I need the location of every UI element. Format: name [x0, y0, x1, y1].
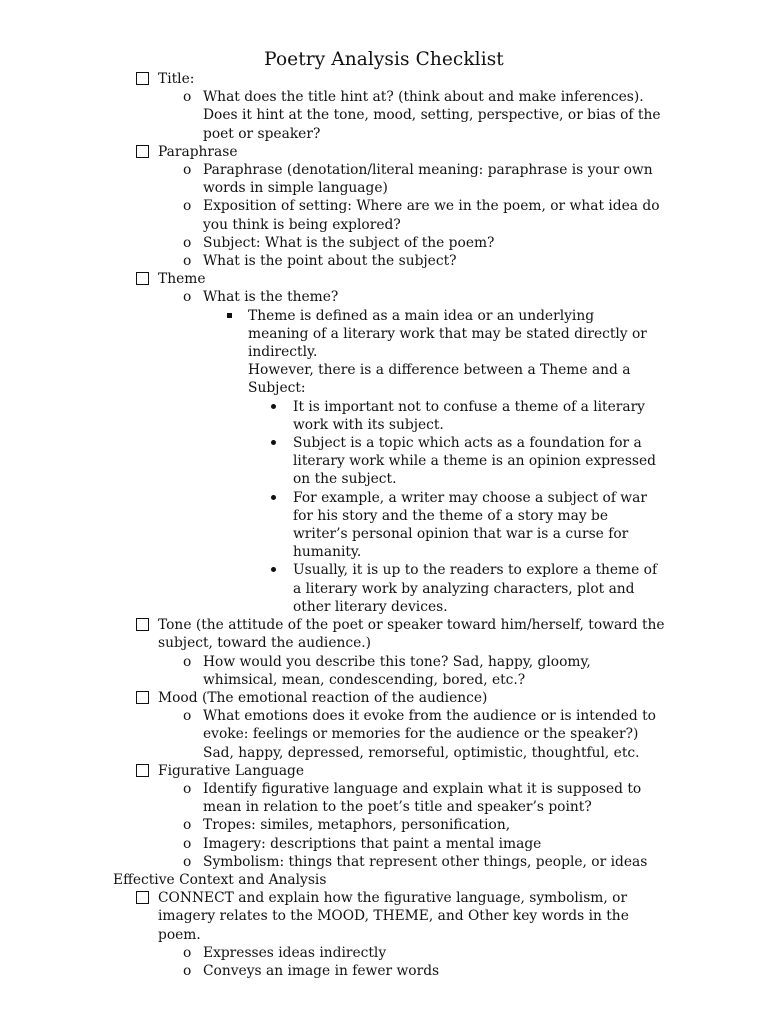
sub-item-text: Imagery: descriptions that paint a mental image [203, 835, 542, 852]
checklist-item-paraphrase [0, 143, 768, 161]
checklist-item-label: CONNECT and explain how the figurative language, symbolism, or imagery relates to the MOOD, THEME, and Other key words in the poem. [158, 890, 629, 943]
circle-bullet-icon: o [183, 835, 192, 852]
dot-item-text: For example, a writer may choose a subject of war for his story and the theme of a story may be writer’s personal opinion that war is a curse for humanity. [293, 489, 647, 561]
square-item-continuation: However, there is a difference between a Theme and a Subject: [248, 362, 631, 397]
sub-item-text: Conveys an image in fewer words [203, 962, 440, 979]
sub-item [0, 653, 768, 689]
dot-bullet-icon [271, 495, 276, 500]
dot-bullet-icon [271, 440, 276, 445]
checklist-item-label: Title: [158, 71, 195, 87]
dot-item [0, 398, 768, 434]
checklist [0, 70, 768, 980]
sub-item-text: Expresses ideas indirectly [203, 944, 387, 961]
sub-item [0, 88, 768, 143]
dot-item [0, 489, 768, 562]
sub-item [0, 962, 768, 980]
sub-item-text: Exposition of setting: Where are we in the poem, or what idea do you think is being explored? [203, 198, 660, 233]
circle-bullet-icon: o [183, 780, 192, 797]
sub-item [0, 853, 768, 871]
sub-item [0, 707, 768, 762]
dot-item-text: It is important not to confuse a theme of a literary work with its subject. [293, 398, 645, 433]
checklist-item-label: Mood (The emotional reaction of the audience) [158, 689, 488, 706]
sub-item-text: Identify figurative language and explain what it is supposed to mean in relation to the poet’s title and speaker’s point? [203, 780, 642, 816]
section-heading-effective-context: Effective Context and Analysis [113, 871, 327, 888]
dot-item [0, 434, 768, 489]
checkbox-paraphrase[interactable] [136, 145, 149, 158]
sub-item-text: Symbolism: things that represent other things, people, or ideas [203, 853, 648, 870]
sub-item-text: Subject: What is the subject of the poem? [203, 234, 495, 251]
checklist-item-label: Paraphrase [158, 143, 238, 160]
sub-item-text: Tropes: similes, metaphors, personification, [203, 817, 511, 834]
sub-item-text: What does the title hint at? (think about and make inferences). Does it hint at the tone, mood, setting, perspective, or bias of the poet or speaker? [203, 89, 661, 142]
sub-item-text: Paraphrase (denotation/literal meaning: paraphrase is your own words in simple language) [203, 162, 653, 197]
circle-bullet-icon: o [183, 289, 192, 306]
dot-bullet-icon [271, 567, 276, 572]
circle-bullet-icon: o [183, 234, 192, 251]
sub-item [0, 835, 768, 853]
sub-item-text: What is the theme? [203, 289, 339, 306]
checkbox-figurative-language[interactable] [136, 764, 149, 777]
checklist-item-title [0, 70, 768, 88]
sub-item-text: How would you describe this tone? Sad, happy, gloomy, whimsical, mean, condescending, bored, etc.? [203, 653, 591, 688]
circle-bullet-icon: o [183, 944, 192, 961]
circle-bullet-icon: o [183, 89, 192, 106]
checkbox-tone[interactable] [136, 618, 149, 631]
circle-bullet-icon: o [183, 253, 192, 270]
checklist-item-figurative-language [0, 762, 768, 780]
circle-bullet-icon: o [183, 817, 192, 834]
sub-item [0, 161, 768, 197]
circle-bullet-icon: o [183, 962, 192, 979]
sub-item [0, 944, 768, 962]
circle-bullet-icon: o [183, 198, 192, 215]
checklist-item-tone [0, 616, 768, 652]
dot-item-text: Subject is a topic which acts as a foundation for a literary work while a theme is an opinion expressed on the subject. [293, 435, 656, 488]
checkbox-title[interactable] [136, 72, 149, 85]
checkbox-connect[interactable] [136, 891, 149, 904]
circle-bullet-icon: o [183, 653, 192, 670]
dot-item-text: Usually, it is up to the readers to explore a theme of a literary work by analyzing characters, plot and other literary devices. [293, 562, 658, 615]
checkbox-mood[interactable] [136, 691, 149, 704]
square-item [0, 307, 768, 362]
checklist-item-label: Figurative Language [158, 762, 305, 779]
sub-item [0, 197, 768, 233]
checklist-item-theme [0, 270, 768, 288]
dot-bullet-icon [271, 404, 276, 409]
square-item-text: Theme is defined as a main idea or an underlying meaning of a literary work that may be stated directly or indirectly. [248, 307, 647, 361]
dot-item [0, 561, 768, 616]
checklist-item-connect [0, 889, 768, 944]
sub-item [0, 234, 768, 252]
circle-bullet-icon: o [183, 708, 192, 725]
page-title: Poetry Analysis Checklist [264, 49, 504, 70]
sub-item [0, 288, 768, 306]
sub-item [0, 816, 768, 834]
checklist-item-mood [0, 689, 768, 707]
circle-bullet-icon: o [183, 853, 192, 870]
checkbox-theme[interactable] [136, 272, 149, 285]
square-bullet-icon [227, 313, 232, 318]
sub-item [0, 780, 768, 816]
sub-item-text: What emotions does it evoke from the audience or is intended to evoke: feelings or memories for the audience or the speaker?) Sad, happy, depressed, remorseful, optimistic, thoughtful, etc. [203, 708, 656, 761]
circle-bullet-icon: o [183, 162, 192, 179]
sub-item [0, 252, 768, 270]
checklist-item-label: Theme [158, 271, 206, 288]
sub-item-text: What is the point about the subject? [203, 253, 457, 270]
checklist-item-label: Tone (the attitude of the poet or speaker toward him/herself, toward the subject, toward the audience.) [158, 617, 665, 652]
